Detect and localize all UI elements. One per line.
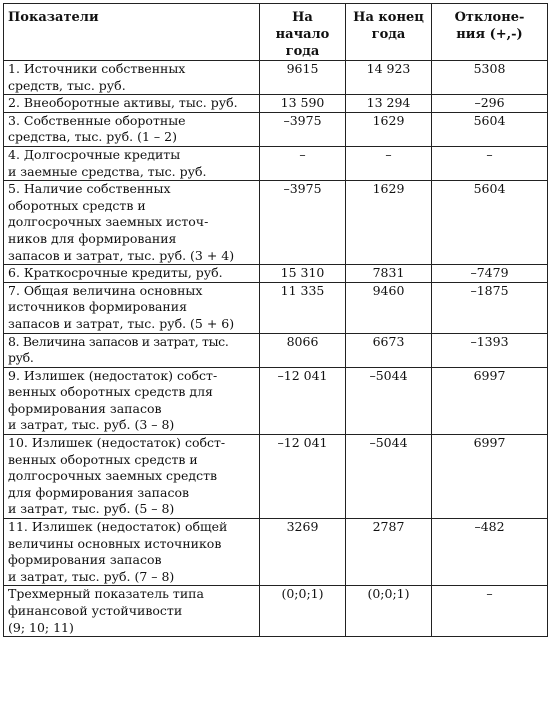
value-end: –5044 [346,367,432,434]
row-label: 2. Внеоборотные активы, тыс. руб. [4,95,260,113]
table-row [4,61,548,95]
header-end-of-year: На конец года [346,4,432,61]
row-label: 6. Краткосрочные кредиты, руб. [4,265,260,283]
row-label: 8. Величина запасов и затрат, тыс. руб. [4,333,260,367]
value-end: 1629 [346,112,432,146]
value-end: 1629 [346,181,432,265]
value-start: 15 310 [260,265,346,283]
value-end: 13 294 [346,95,432,113]
row-label: 10. Излишек (недостаток) собст- венных оборотных средств и долгосрочных заемных средств для формирования запасов и затрат, тыс. руб. (5 – 8) [4,435,260,519]
value-start: 8066 [260,333,346,367]
table-row [4,95,548,113]
row-label: 1. Источники собственных средств, тыс. руб. [4,61,260,95]
value-end: 14 923 [346,61,432,95]
table-row [4,181,548,265]
value-deviation: –7479 [432,265,548,283]
table-row [4,519,548,586]
row-label: 11. Излишек (недостаток) общей величины основных источников формирования запасов и затрат, тыс. руб. (7 – 8) [4,519,260,586]
header-indicators: Показатели [4,4,260,61]
value-start: 9615 [260,61,346,95]
row-label: Трехмерный показатель типа финансовой устойчивости (9; 10; 11) [4,586,260,637]
value-deviation: 5308 [432,61,548,95]
row-label: 9. Излишек (недостаток) собст- венных оборотных средств для формирования запасов и затрат, тыс. руб. (3 – 8) [4,367,260,434]
financial-stability-table [3,3,548,637]
value-start: –12 041 [260,367,346,434]
header-deviation: Отклоне- ния (+,-) [432,4,548,61]
table-row [4,112,548,146]
value-deviation: 5604 [432,181,548,265]
table-row [4,146,548,180]
value-start: 11 335 [260,282,346,333]
value-deviation: –296 [432,95,548,113]
value-start: –12 041 [260,435,346,519]
value-deviation: 6997 [432,367,548,434]
row-label: 4. Долгосрочные кредиты и заемные средства, тыс. руб. [4,146,260,180]
header-start-of-year: На начало года [260,4,346,61]
value-deviation: 5604 [432,112,548,146]
value-start: –3975 [260,112,346,146]
row-label: 7. Общая величина основных источников формирования запасов и затрат, тыс. руб. (5 + 6) [4,282,260,333]
value-deviation: –482 [432,519,548,586]
value-end: 2787 [346,519,432,586]
value-start: (0;0;1) [260,586,346,637]
value-deviation: –1875 [432,282,548,333]
table-row [4,265,548,283]
table-row [4,435,548,519]
value-end: (0;0;1) [346,586,432,637]
value-start: – [260,146,346,180]
value-deviation: –1393 [432,333,548,367]
header-row [4,4,548,61]
table-row [4,586,548,637]
value-end: 7831 [346,265,432,283]
value-start: 3269 [260,519,346,586]
value-end: 9460 [346,282,432,333]
value-end: – [346,146,432,180]
value-end: –5044 [346,435,432,519]
table-row [4,333,548,367]
value-end: 6673 [346,333,432,367]
value-deviation: 6997 [432,435,548,519]
value-start: 13 590 [260,95,346,113]
value-deviation: – [432,146,548,180]
row-label: 5. Наличие собственных оборотных средств и долгосрочных заемных источ- ников для формирования запасов и затрат, тыс. руб. (3 + 4) [4,181,260,265]
value-start: –3975 [260,181,346,265]
value-deviation: – [432,586,548,637]
row-label: 3. Собственные оборотные средства, тыс. руб. (1 – 2) [4,112,260,146]
table-row [4,282,548,333]
table-row [4,367,548,434]
